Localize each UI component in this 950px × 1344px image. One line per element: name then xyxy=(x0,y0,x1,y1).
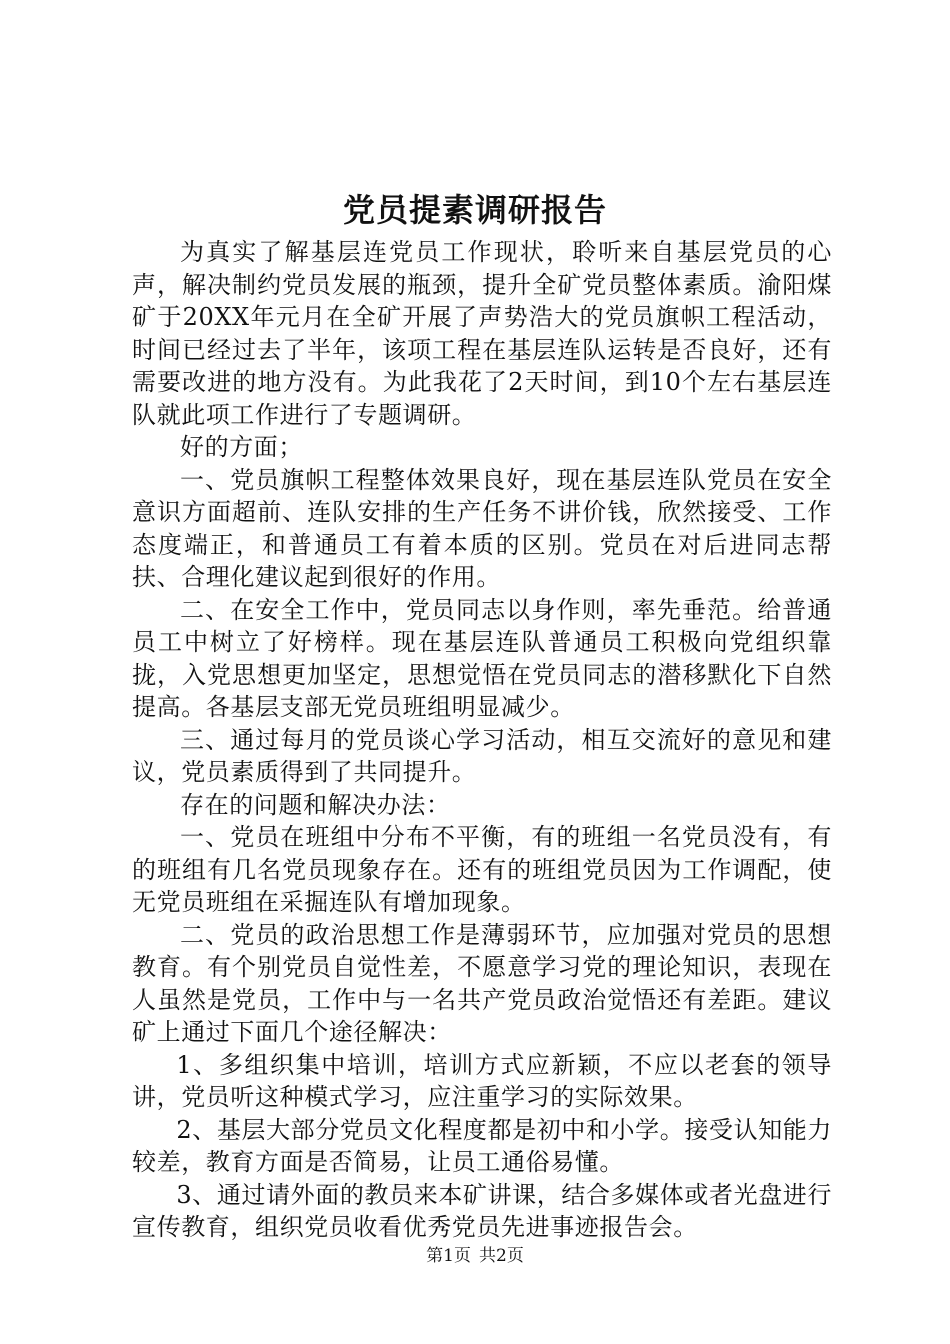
paragraph-problem-1: 一、党员在班组中分布不平衡，有的班组一名党员没有，有的班组有几名党员现象存在。还有的班组党员因为工作调配，使无党员班组在采掘连队有增加现象。 xyxy=(132,823,832,916)
page-total: 共2页 xyxy=(479,1246,524,1266)
paragraph-section-heading-problems: 存在的问题和解决办法： xyxy=(180,790,451,819)
paragraph-problem-2: 二、党员的政治思想工作是薄弱环节，应加强对党员的思想教育。有个别党员自觉性差，不愿意学习党的理论知识，表现在人虽然是党员，工作中与一名共产党员政治觉悟还有差距。建议矿上通过下面几个途径解决： xyxy=(132,920,832,1046)
page-footer xyxy=(0,1245,950,1267)
paragraph-section-heading-good: 好的方面； xyxy=(180,433,303,461)
page-number: 第1页 xyxy=(426,1246,471,1266)
document-title: 党员提素调研报告 xyxy=(342,191,607,229)
document-body xyxy=(132,236,832,1244)
paragraph-good-1: 一、党员旗帜工程整体效果良好，现在基层连队党员在安全意识方面超前、连队安排的生产任务不讲价钱，欣然接受、工作态度端正，和普通员工有着本质的区别。党员在对后进同志帮扶、合理化建议起到很好的作用。 xyxy=(132,465,832,591)
paragraph-good-2: 二、在安全工作中，党员同志以身作则，率先垂范。给普通员工中树立了好榜样。现在基层连队普通员工积极向党组织靠拢，入党思想更加坚定，思想觉悟在党员同志的潜移默化下自然提高。各基层支部无党员班组明显减少。 xyxy=(132,595,832,721)
paragraph-solution-2: 2、基层大部分党员文化程度都是初中和小学。接受认知能力较差，教育方面是否简易，让员工通俗易懂。 xyxy=(132,1115,832,1176)
paragraph-good-3: 三、通过每月的党员谈心学习活动，相互交流好的意见和建议，党员素质得到了共同提升。 xyxy=(132,725,832,786)
paragraph-solution-3: 3、通过请外面的教员来本矿讲课，结合多媒体或者光盘进行宣传教育，组织党员收看优秀党员先进事迹报告会。 xyxy=(132,1180,832,1241)
paragraph-solution-1: 1、多组织集中培训，培训方式应新颖，不应以老套的领导讲，党员听这种模式学习，应注重学习的实际效果。 xyxy=(132,1050,832,1111)
paragraph-intro: 为真实了解基层连党员工作现状，聆听来自基层党员的心声，解决制约党员发展的瓶颈，提升全矿党员整体素质。渝阳煤矿于20XX年元月在全矿开展了声势浩大的党员旗帜工程活动，时间已经过去了半年，该项工程在基层连队运转是否良好，还有需要改进的地方没有。为此我花了2天时间，到10个左右基层连队就此项工作进行了专题调研。 xyxy=(132,238,832,429)
